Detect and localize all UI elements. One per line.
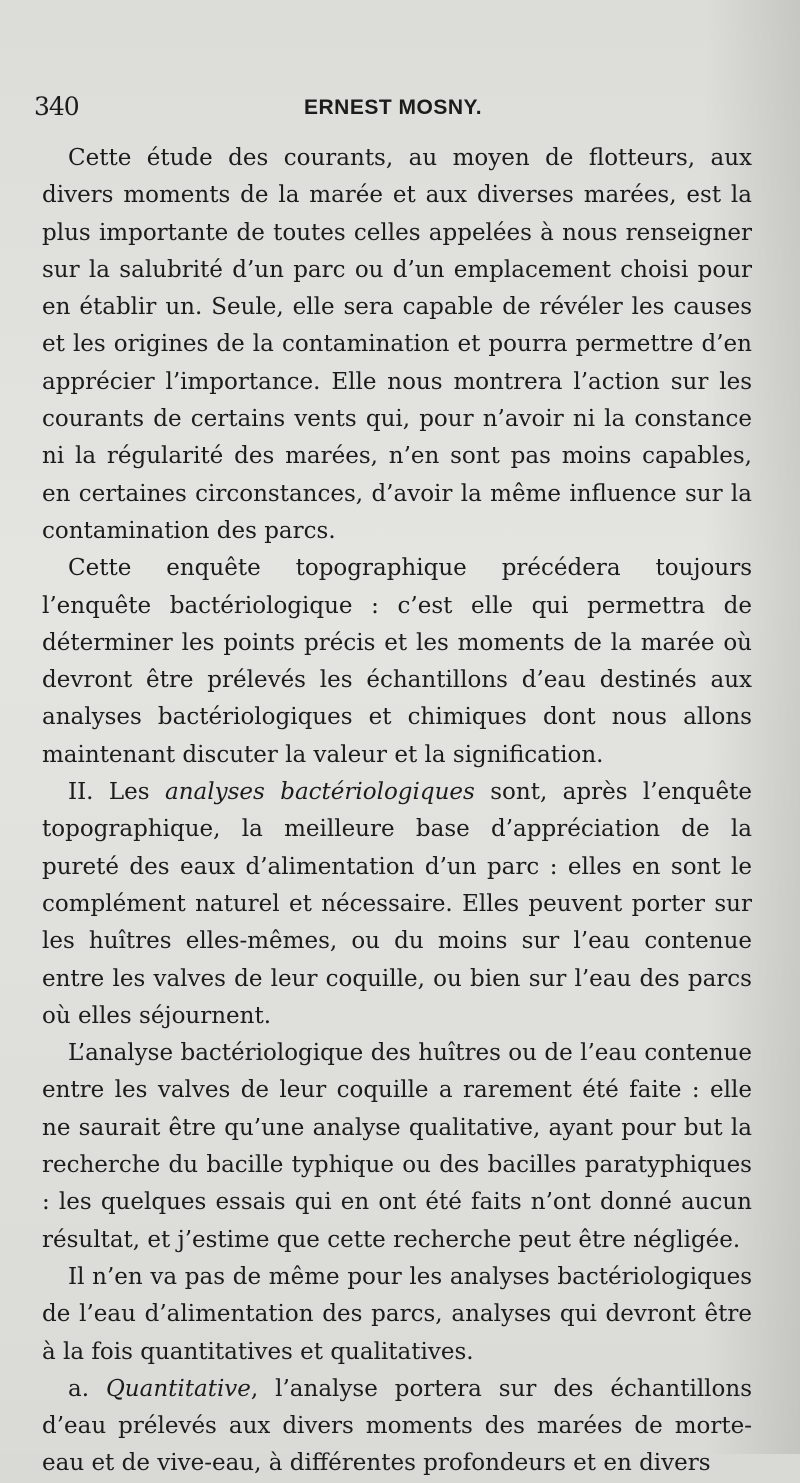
paragraph-3: [42, 774, 752, 1035]
page-number: 340: [34, 92, 79, 121]
running-head: ERNEST MOSNY.: [304, 96, 483, 119]
paragraph-6-text: , l’analyse portera sur des échantillons d’eau prélevés aux divers moments des marées de morte-eau et de vive-eau, à différentes profondeurs et en divers: [42, 1375, 752, 1477]
paragraph-6-italic: Quantitative: [105, 1375, 251, 1402]
paragraph-5: Il n’en va pas de même pour les analyses bactériologiques de l’eau d’alimentation des parcs, analyses qui devront être à la fois quantitatives et qualitatives.: [42, 1263, 752, 1365]
paragraph-6-lead: a.: [68, 1375, 106, 1402]
body-text: [42, 140, 752, 1483]
paragraph-3-text: sont, après l’enquête topographique, la meilleure base d’appréciation de la pureté des eaux d’alimentation d’un parc : elles en sont le complément naturel et nécessaire. Elles peuvent porter sur les huîtres elles-mêmes, ou du moins sur l’eau contenue entre les valves de leur coquille, ou bien sur l’eau des parcs où elles séjournent.: [42, 779, 753, 1029]
paragraph-3-lead: II. Les: [68, 779, 165, 806]
paragraph-6: [42, 1371, 752, 1483]
paragraph-2: Cette enquête topographique précédera toujours l’enquête bactériologique : c’est elle qui permettra de déterminer les points précis et les moments de la marée où devront être prélevés les échantillons d’eau destinés aux analyses bactériologiques et chimiques dont nous allons maintenant discuter la valeur et la signification.: [42, 555, 752, 768]
page-header: [34, 92, 754, 128]
paragraph-1: Cette étude des courants, au moyen de flotteurs, aux divers moments de la marée et aux diverses marées, est la plus importante de toutes celles appelées à nous renseigner sur la salubrité d’un parc ou d’un emplacement choisi pour en établir un. Seule, elle sera capable de révéler les causes et les origines de la contamination et pourra permettre d’en apprécier l’importance. Elle nous montrera l’action sur les courants de certains vents qui, pour n’avoir ni la constance ni la régularité des marées, n’en sont pas moins capables, en certaines circonstances, d’avoir la même influence sur la contamination des parcs.: [42, 145, 752, 544]
paragraph-4: L’analyse bactériologique des huîtres ou de l’eau contenue entre les valves de leur coquille a rarement été faite : elle ne saurait être qu’une analyse qualitative, ayant pour but la recherche du bacille typhique ou des bacilles paratyphiques : les quelques essais qui en ont été faits n’ont donné aucun résultat, et j’estime que cette recherche peut être négligée.: [42, 1040, 752, 1253]
paragraph-3-italic: analyses bactériologiques: [165, 779, 475, 806]
